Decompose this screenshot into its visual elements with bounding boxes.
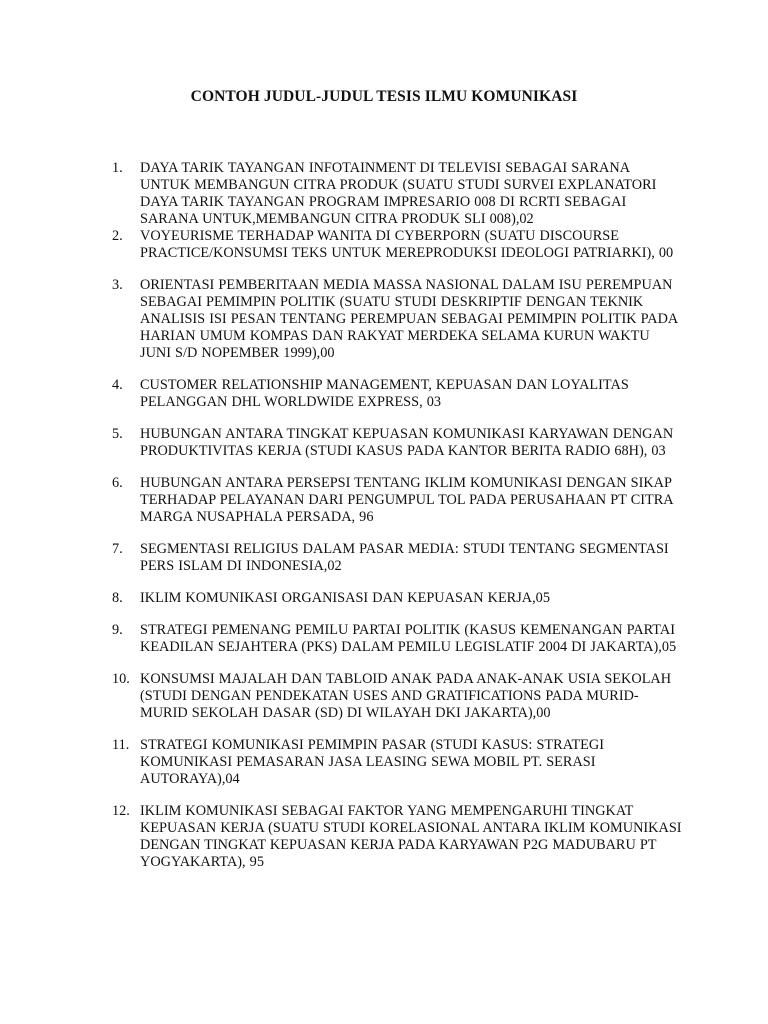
item-text: VOYEURISME TERHADAP WANITA DI CYBERPORN (SUATU DISCOURSE PRACTICE/KONSUMSI TEKS UNTUK MEREPRODUKSI IDEOLOGI PATRIARKI), 00 bbox=[140, 228, 674, 261]
item-number: 8. bbox=[112, 590, 123, 606]
item-text: CUSTOMER RELATIONSHIP MANAGEMENT, KEPUASAN DAN LOYALITAS PELANGGAN DHL WORLDWIDE EXPRESS, 03 bbox=[140, 377, 629, 410]
item-number: 3. bbox=[112, 277, 123, 293]
list-item bbox=[112, 737, 682, 788]
item-number: 12. bbox=[112, 803, 130, 819]
item-text: KONSUMSI MAJALAH DAN TABLOID ANAK PADA ANAK-ANAK USIA SEKOLAH (STUDI DENGAN PENDEKATAN USES AND GRATIFICATIONS PADA MURID-MURID SEKOLAH DASAR (SD) DI WILAYAH DKI JAKARTA),00 bbox=[140, 671, 672, 721]
item-text: IKLIM KOMUNIKASI ORGANISASI DAN KEPUASAN KERJA,05 bbox=[140, 590, 550, 606]
document-title: CONTOH JUDUL-JUDUL TESIS ILMU KOMUNIKASI bbox=[190, 88, 578, 105]
item-number: 1. bbox=[112, 160, 123, 176]
list-item bbox=[112, 622, 682, 656]
item-number: 11. bbox=[112, 737, 130, 753]
item-text: STRATEGI PEMENANG PEMILU PARTAI POLITIK (KASUS KEMENANGAN PARTAI KEADILAN SEJAHTERA (PKS) DALAM PEMILU LEGISLATIF 2004 DI JAKARTA),05 bbox=[140, 622, 677, 655]
item-text: DAYA TARIK TAYANGAN INFOTAINMENT DI TELEVISI SEBAGAI SARANA UNTUK MEMBANGUN CITRA PRODUK (SUATU STUDI SURVEI EXPLANATORI DAYA TARIK TAYANGAN PROGRAM IMPRESARIO 008 DI RCRTI SEBAGAI SARANA UNTUK,MEMBANGUN CITRA PRODUK SLI 008),02 bbox=[140, 160, 657, 227]
item-text: HUBUNGAN ANTARA PERSEPSI TENTANG IKLIM KOMUNIKASI DENGAN SIKAP TERHADAP PELAYANAN DARI PENGUMPUL TOL PADA PERUSAHAAN PT CITRA MARGA NUSAPHALA PERSADA, 96 bbox=[140, 475, 673, 525]
list-item bbox=[112, 426, 682, 460]
item-number: 9. bbox=[112, 622, 123, 638]
item-number: 6. bbox=[112, 475, 123, 491]
item-number: 5. bbox=[112, 426, 123, 442]
list-item bbox=[112, 671, 682, 722]
list-item bbox=[112, 277, 682, 362]
item-number: 7. bbox=[112, 541, 123, 557]
list-item bbox=[112, 377, 682, 411]
item-text: STRATEGI KOMUNIKASI PEMIMPIN PASAR (STUDI KASUS: STRATEGI KOMUNIKASI PEMASARAN JASA LEASING SEWA MOBIL PT. SERASI AUTORAYA),04 bbox=[140, 737, 604, 787]
thesis-title-list bbox=[112, 160, 682, 886]
list-item bbox=[112, 541, 682, 575]
list-item bbox=[112, 590, 682, 607]
item-text: ORIENTASI PEMBERITAAN MEDIA MASSA NASIONAL DALAM ISU PEREMPUAN SEBAGAI PEMIMPIN POLITIK (SUATU STUDI DESKRIPTIF DENGAN TEKNIK ANALISIS ISI PESAN TENTANG PEREMPUAN SEBAGAI PEMIMPIN POLITIK PADA HARIAN UMUM KOMPAS DAN RAKYAT MERDEKA SELAMA KURUN WAKTU JUNI S/D NOPEMBER 1999),00 bbox=[140, 277, 678, 361]
item-number: 2. bbox=[112, 228, 123, 244]
list-item bbox=[112, 228, 682, 262]
list-item bbox=[112, 475, 682, 526]
item-number: 4. bbox=[112, 377, 123, 393]
item-text: IKLIM KOMUNIKASI SEBAGAI FAKTOR YANG MEMPENGARUHI TINGKAT KEPUASAN KERJA (SUATU STUDI KORELASIONAL ANTARA IKLIM KOMUNIKASI DENGAN TINGKAT KEPUASAN KERJA PADA KARYAWAN P2G MADUBARU PT YOGYAKARTA), 95 bbox=[140, 803, 682, 870]
item-text: HUBUNGAN ANTARA TINGKAT KEPUASAN KOMUNIKASI KARYAWAN DENGAN PRODUKTIVITAS KERJA (STUDI KASUS PADA KANTOR BERITA RADIO 68H), 03 bbox=[140, 426, 674, 459]
item-text: SEGMENTASI RELIGIUS DALAM PASAR MEDIA: STUDI TENTANG SEGMENTASI PERS ISLAM DI INDONESIA,02 bbox=[140, 541, 669, 574]
item-number: 10. bbox=[112, 671, 130, 687]
list-item bbox=[112, 803, 682, 871]
list-item bbox=[112, 160, 682, 228]
